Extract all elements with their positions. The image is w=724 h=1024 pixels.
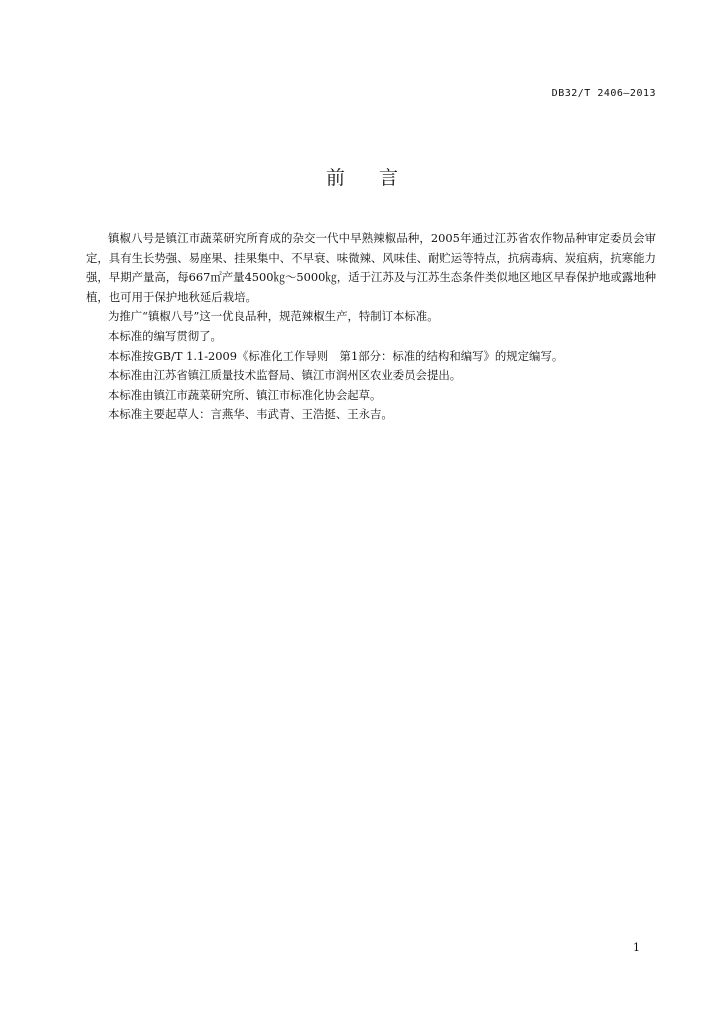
paragraph-implementation: 本标准的编写贯彻了。	[108, 328, 222, 343]
paragraph-purpose: 为推广“镇椒八号”这一优良品种，规范辣椒生产，特制订本标准。	[108, 309, 439, 324]
page-number: 1	[633, 941, 640, 954]
paragraph-variety-description: 镇椒八号是镇江市蔬菜研究所育成的杂交一代中早熟辣椒品种，2005年通过江苏省农作物品种审定委员会审定，具有生长势强、易座果、挂果集中、不早衰、味微辣、风味佳、耐贮运等特点，抗病毒病、炭疽病，抗寒能力强，早期产量高，每667㎡产量4500㎏～5000㎏，适于江苏及与江苏生态条件类似地区地区早春保护地或露地种植，也可用于保护地秋延后栽培。	[86, 231, 656, 304]
paragraph-drafters: 本标准主要起草人：言燕华、韦武青、王浩挺、王永吉。	[108, 407, 393, 422]
foreword-body	[86, 229, 656, 425]
paragraph-drafting-organization: 本标准由镇江市蔬菜研究所、镇江市标准化协会起草。	[108, 387, 382, 402]
standard-number: DB32/T 2406—2013	[551, 88, 656, 99]
paragraph-drafting-rules: 本标准按GB/T 1.1-2009《标准化工作导则 第1部分：标准的结构和编写》的规定编写。	[108, 348, 564, 363]
paragraph-proposer: 本标准由江苏省镇江质量技术监督局、镇江市润州区农业委员会提出。	[108, 368, 462, 383]
foreword-title: 前言	[325, 167, 432, 189]
